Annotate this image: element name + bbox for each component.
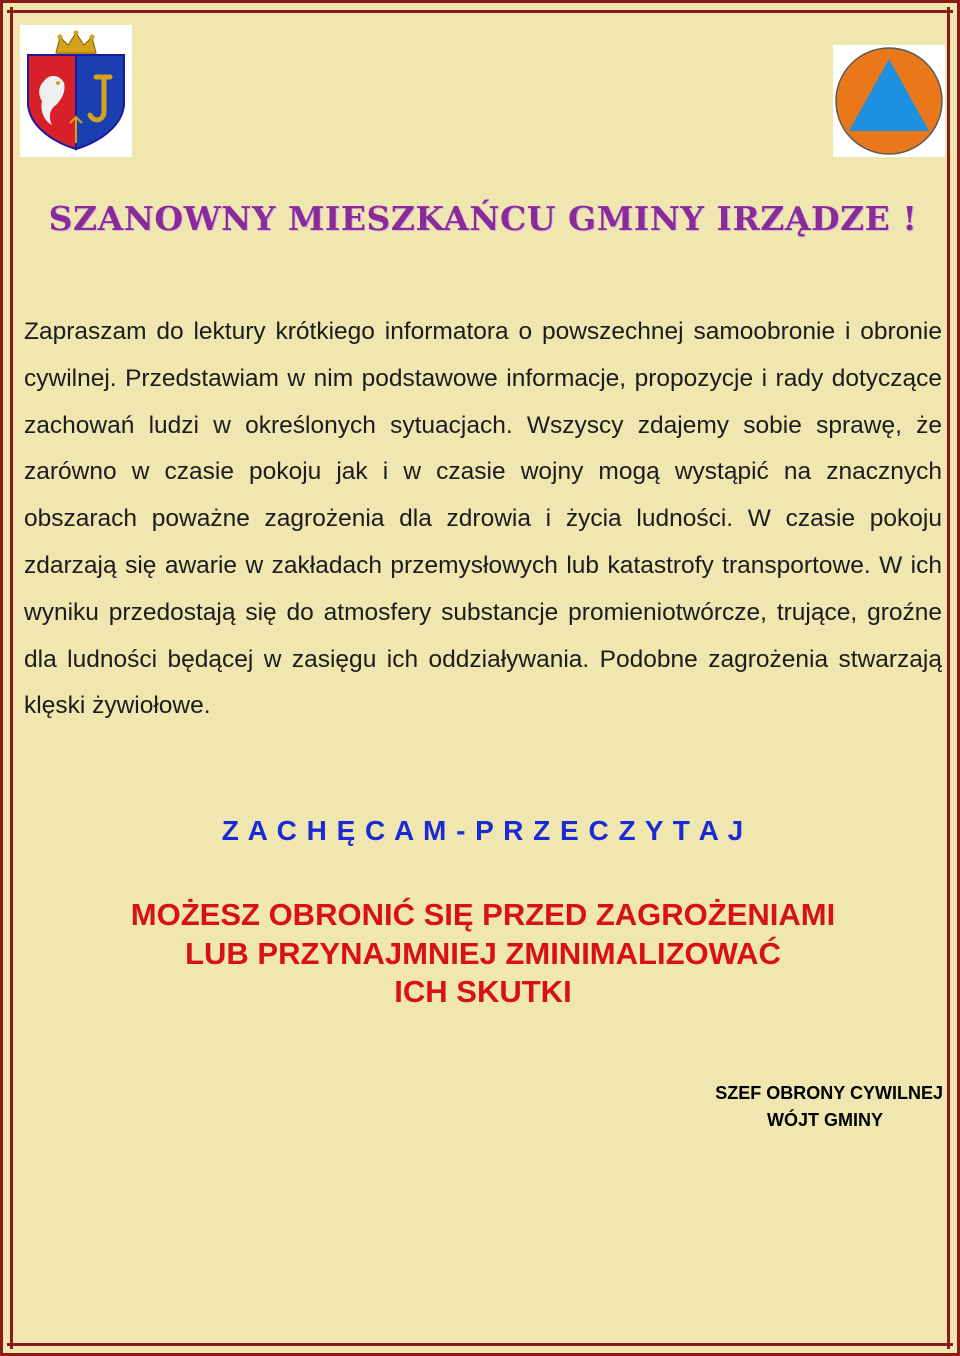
signature-block xyxy=(3,1080,943,1134)
warning-line-1: MOŻESZ OBRONIĆ SIĘ PRZED ZAGROŻENIAMI xyxy=(130,897,836,932)
civil-defense-icon xyxy=(833,45,945,157)
warning-line-2: LUB PRZYNAJMNIEJ ZMINIMALIZOWAĆ xyxy=(185,935,781,971)
page-title: SZANOWNY MIESZKAŃCU GMINY IRZĄDZE ! xyxy=(48,199,918,238)
signature-role: WÓJT GMINY xyxy=(767,1110,883,1130)
border-line-bottom xyxy=(7,1343,953,1346)
warning-block xyxy=(3,896,960,1012)
signature-title: SZEF OBRONY CYWILNEJ xyxy=(715,1083,943,1103)
intro-paragraph: Zapraszam do lektury krótkiego informatora o powszechnej samoobronie i obronie cywilnej. Przedstawiam w nim podstawowe informacje, propozycje i rady dotyczące zachowań ludzi w określonych sytuacjach. Wszyscy zdajemy sobie sprawę, że zarówno w czasie pokoju jak i w czasie wojny mogą wystąpić na znacznych obszarach poważne zagrożenia dla zdrowia i życia ludności. W czasie pokoju zdarzają się awarie w zakładach przemysłowych lub katastrofy transportowe. W ich wyniku przedostają się do atmosfery substancje promieniotwórcze, trujące, groźne dla ludności będącej w zasięgu ich oddziaływania. Podobne zagrożenia stwarzają klęski żywiołowe. xyxy=(24,318,942,720)
warning-line-3: ICH SKUTKI xyxy=(394,974,572,1009)
coat-of-arms-icon xyxy=(20,25,132,157)
encourage-heading: Z A C H Ę C A M - P R Z E C Z Y T A J xyxy=(221,815,745,846)
border-line-top xyxy=(7,10,953,13)
